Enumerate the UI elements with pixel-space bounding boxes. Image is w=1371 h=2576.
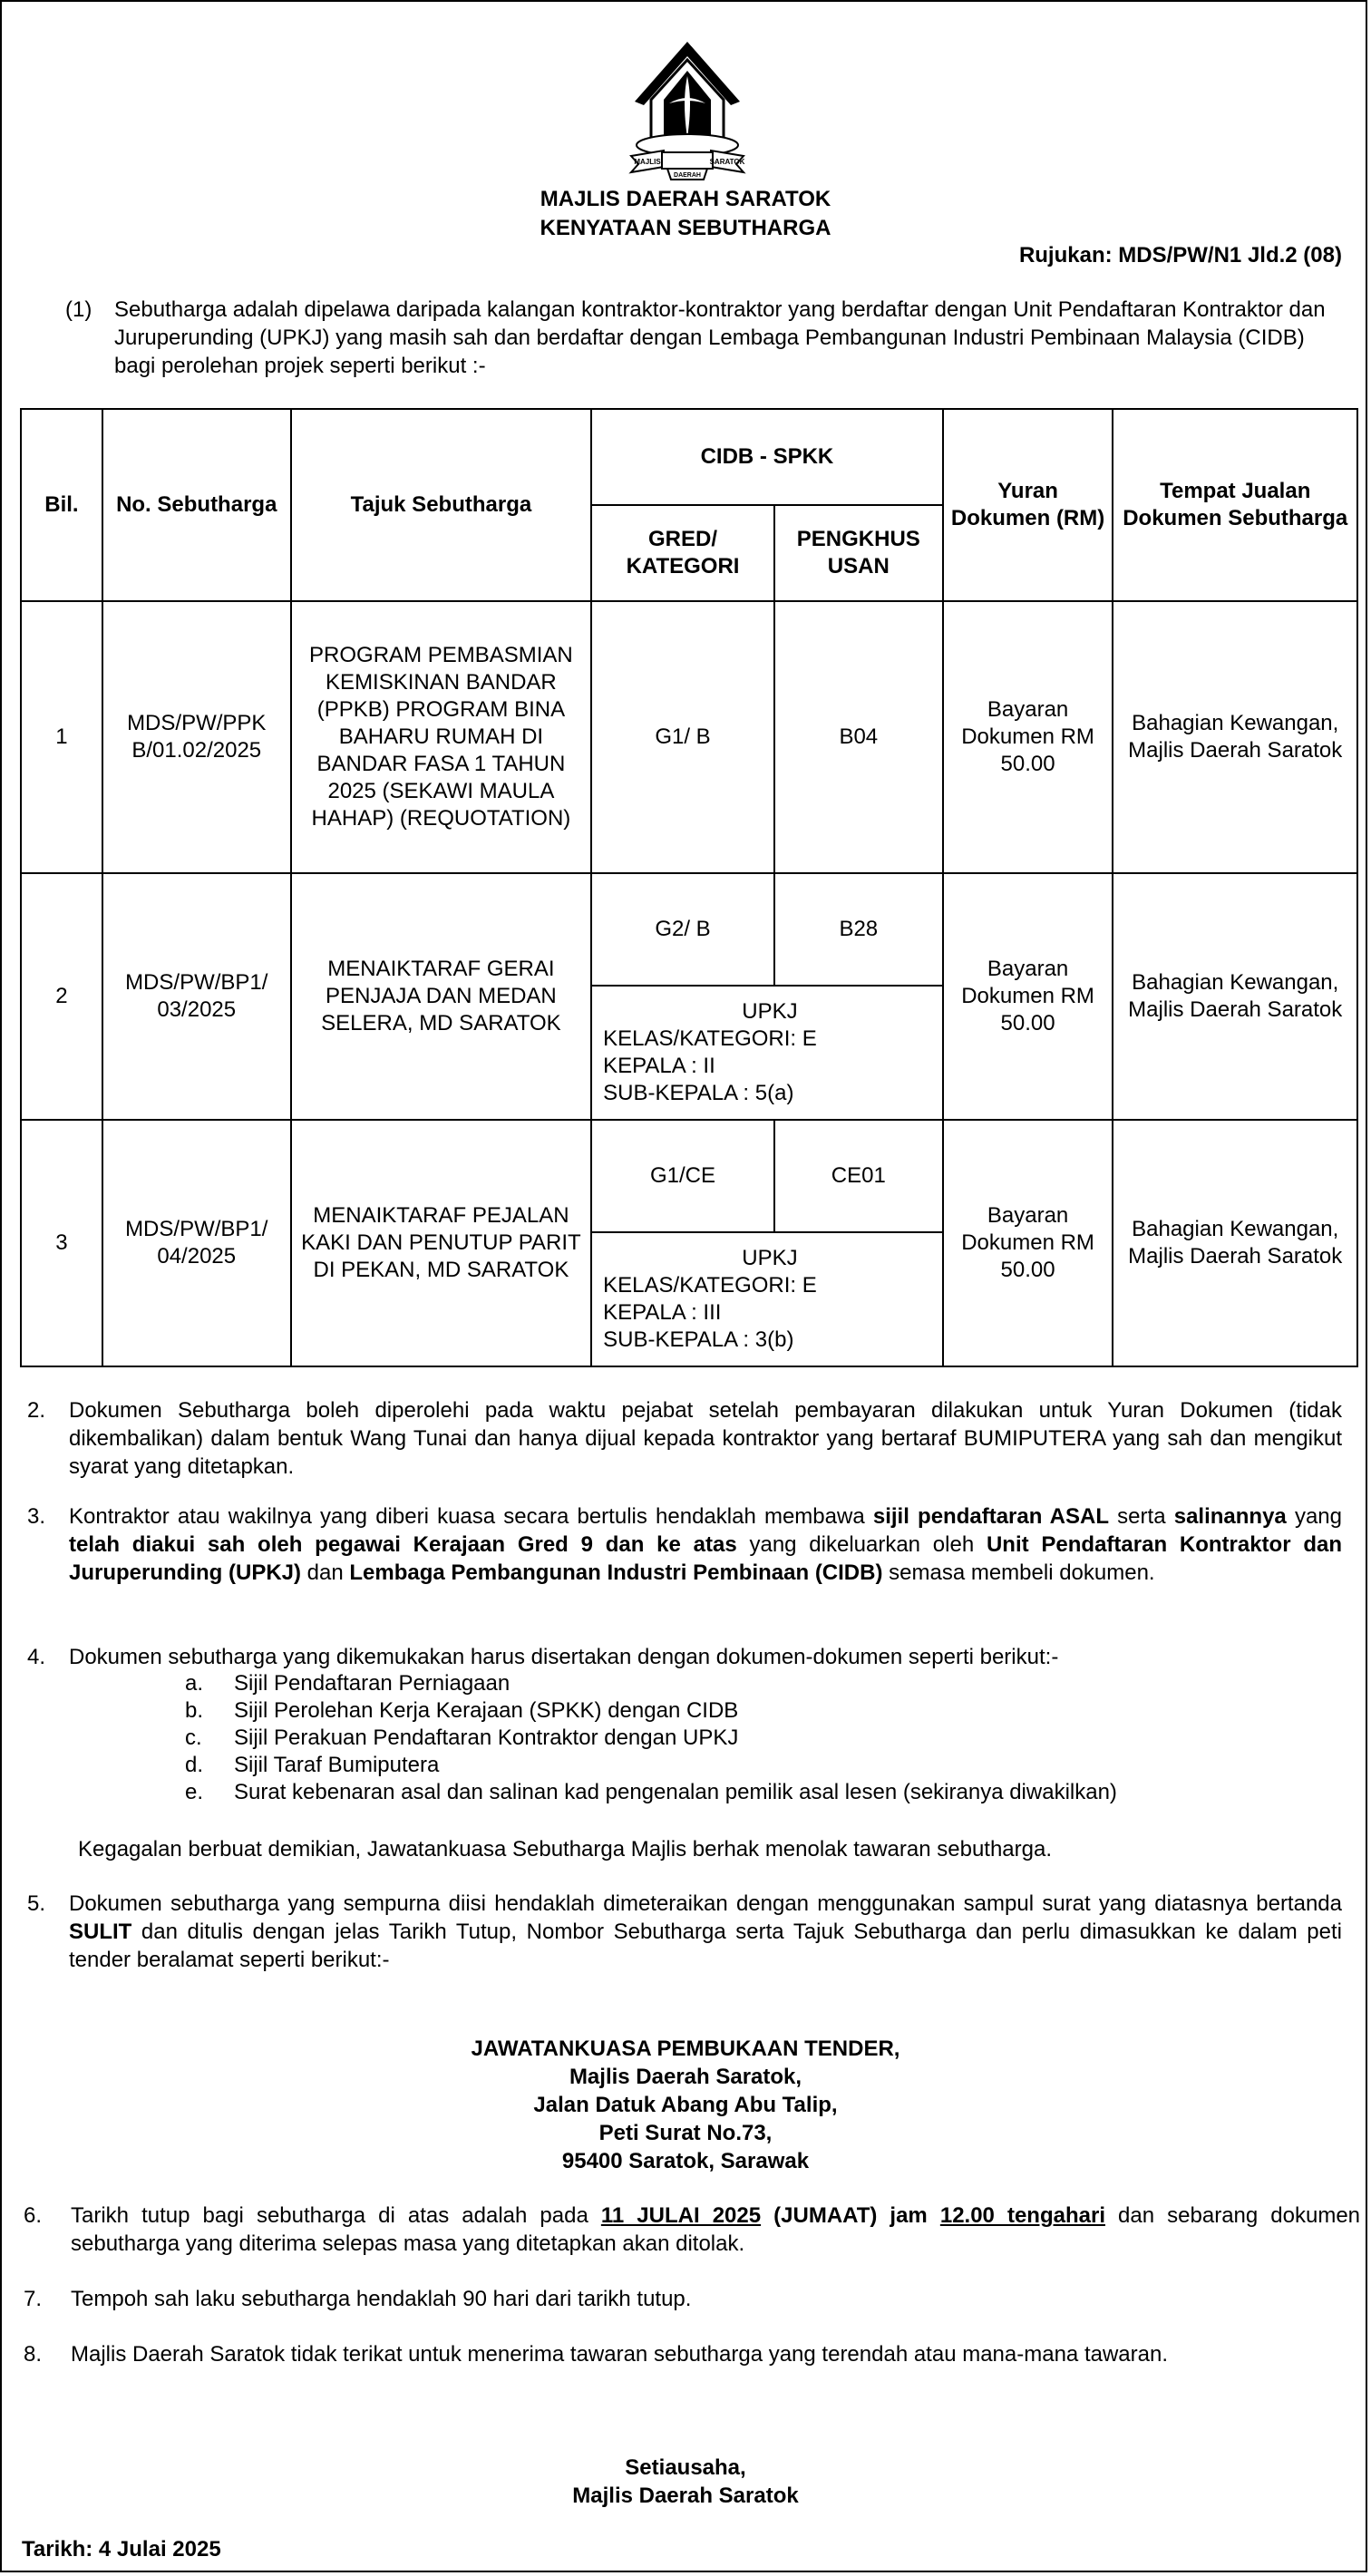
- paragraph-6: [24, 2202, 1360, 2258]
- paragraph-4: [27, 1643, 1342, 1671]
- text-bold: (JUMAAT) jam: [761, 2203, 940, 2228]
- text-segment: serta: [1109, 1504, 1174, 1529]
- address-line: Majlis Daerah Saratok,: [569, 2065, 802, 2089]
- paragraph-text: Tempoh sah laku sebutharga hendaklah 90 hari dari tarikh tutup.: [71, 2287, 692, 2311]
- intro-number: (1): [65, 297, 92, 322]
- cell-tempat: Bahagian Kewangan, Majlis Daerah Saratok: [1113, 1120, 1357, 1366]
- header-yuran: Yuran Dokumen (RM): [943, 409, 1113, 601]
- address-line: Peti Surat No.73,: [598, 2121, 773, 2145]
- table-row: [21, 601, 1357, 873]
- cell-pengkhusus: B28: [774, 873, 943, 986]
- list-letter: a.: [185, 1671, 204, 1696]
- notice-title: KENYATAAN SEBUTHARGA: [540, 216, 831, 240]
- list-text: Surat kebenaran asal dan salinan kad pengenalan pemilik asal lesen (sekiranya diwakilkan): [234, 1780, 1117, 1804]
- text-bold: Unit Pendaftaran Kontraktor dan Juruperunding (UPKJ): [69, 1532, 1342, 1585]
- cell-yuran: Bayaran Dokumen RM 50.00: [943, 601, 1113, 873]
- notice-date: Tarikh: 4 Julai 2025: [22, 2537, 221, 2561]
- paragraph-text: [69, 1890, 1342, 1974]
- list-text: Sijil Taraf Bumiputera: [234, 1753, 440, 1777]
- paragraph-5: [27, 1890, 1342, 1974]
- paragraph-number: 5.: [27, 1891, 46, 1916]
- upkj-kelas: KELAS/KATEGORI: E: [603, 1273, 817, 1298]
- list-letter: d.: [185, 1753, 204, 1777]
- cell-gred: G2/ B: [591, 873, 774, 986]
- list-item: [185, 1725, 738, 1752]
- cell-yuran: Bayaran Dokumen RM 50.00: [943, 1120, 1113, 1366]
- upkj-kelas: KELAS/KATEGORI: E: [603, 1026, 817, 1051]
- paragraph-text: [69, 1502, 1342, 1587]
- address-line: 95400 Saratok, Sarawak: [561, 2149, 810, 2173]
- list-item: [185, 1697, 738, 1725]
- intro-paragraph: [65, 296, 1335, 380]
- text-bold: telah diakui sah oleh pegawai Kerajaan Gred 9 dan ke atas: [69, 1532, 737, 1557]
- table-row: [21, 1120, 1357, 1232]
- paragraph-4-note: Kegagalan berbuat demikian, Jawatankuasa Sebutharga Majlis berhak menolak tawaran sebutharga.: [78, 1837, 1053, 1862]
- logo-text-left: MAJLIS: [634, 158, 661, 166]
- header-bil: Bil.: [21, 409, 102, 601]
- text-segment: yang: [1286, 1504, 1342, 1529]
- upkj-subkepala: SUB-KEPALA : 5(a): [603, 1081, 794, 1105]
- header-pengkhusus: PENGKHUS USAN: [774, 505, 943, 601]
- paragraph-text: Majlis Daerah Saratok tidak terikat untuk menerima tawaran sebutharga yang terendah atau mana-mana tawaran.: [71, 2342, 1168, 2367]
- signature-role: Setiausaha,: [625, 2455, 746, 2480]
- list-letter: e.: [185, 1780, 204, 1804]
- paragraph-number: 3.: [27, 1504, 46, 1529]
- upkj-subkepala: SUB-KEPALA : 3(b): [603, 1327, 794, 1352]
- address-block: [2, 2035, 1369, 2175]
- signature-block: [2, 2454, 1369, 2510]
- quotation-table: [20, 408, 1358, 1367]
- cell-gred: G1/CE: [591, 1120, 774, 1232]
- cell-tempat: Bahagian Kewangan, Majlis Daerah Saratok: [1113, 873, 1357, 1120]
- text-segment: semasa membeli dokumen.: [882, 1560, 1155, 1585]
- cell-tempat: Bahagian Kewangan, Majlis Daerah Saratok: [1113, 601, 1357, 873]
- signature-org: Majlis Daerah Saratok: [572, 2484, 799, 2508]
- cell-yuran: Bayaran Dokumen RM 50.00: [943, 873, 1113, 1120]
- cell-bil: 2: [21, 873, 102, 1120]
- cell-tajuk: MENAIKTARAF PEJALAN KAKI DAN PENUTUP PARIT DI PEKAN, MD SARATOK: [291, 1120, 591, 1366]
- upkj-title: UPKJ: [742, 999, 798, 1024]
- paragraph-8: [24, 2340, 1360, 2368]
- list-text: Sijil Perakuan Pendaftaran Kontraktor dengan UPKJ: [234, 1725, 739, 1750]
- address-line: JAWATANKUASA PEMBUKAAN TENDER,: [471, 2036, 900, 2061]
- reference-number: Rujukan: MDS/PW/N1 Jld.2 (08): [1018, 243, 1342, 267]
- text-segment: Dokumen sebutharga yang sempurna diisi hendaklah dimeteraikan dengan menggunakan sampul surat yang diatasnya bertanda: [69, 1891, 1342, 1916]
- closing-time: 12.00 tengahari: [939, 2203, 1105, 2228]
- paragraph-text: [71, 2202, 1360, 2258]
- list-item: [185, 1670, 510, 1697]
- closing-date: 11 JULAI 2025: [600, 2203, 762, 2228]
- cell-gred: G1/ B: [591, 601, 774, 873]
- cell-bil: 1: [21, 601, 102, 873]
- paragraph-text: Dokumen sebutharga yang dikemukakan harus disertakan dengan dokumen-dokumen seperti berikut:-: [69, 1645, 1059, 1669]
- council-name: MAJLIS DAERAH SARATOK: [540, 187, 831, 211]
- header-cidb: CIDB - SPKK: [591, 409, 943, 505]
- cell-pengkhusus: CE01: [774, 1120, 943, 1232]
- header-gred: GRED/ KATEGORI: [591, 505, 774, 601]
- paragraph-number: 2.: [27, 1398, 46, 1423]
- text-bold: salinannya: [1173, 1504, 1287, 1529]
- cell-no: MDS/PW/PPK B/01.02/2025: [102, 601, 291, 873]
- text-segment: dan: [301, 1560, 350, 1585]
- paragraph-number: 7.: [24, 2287, 43, 2311]
- list-letter: c.: [185, 1725, 202, 1750]
- text-segment: dan sebarang dokumen sebutharga yang diterima selepas masa yang ditetapkan akan ditolak.: [71, 2203, 1361, 2256]
- list-item: [185, 1779, 1117, 1806]
- upkj-kepala: KEPALA : II: [603, 1054, 715, 1078]
- header-no: No. Sebutharga: [102, 409, 291, 601]
- logo-text-right: SARATOK: [709, 158, 745, 166]
- upkj-kepala: KEPALA : III: [603, 1300, 722, 1325]
- list-item: [185, 1752, 439, 1779]
- paragraph-3: [27, 1502, 1342, 1587]
- text-segment: Tarikh tutup bagi sebutharga di atas adalah pada: [71, 2203, 601, 2228]
- list-text: Sijil Perolehan Kerja Kerajaan (SPKK) dengan CIDB: [234, 1698, 739, 1723]
- intro-text: Sebutharga adalah dipelawa daripada kalangan kontraktor-kontraktor yang berdaftar dengan Unit Pendaftaran Kontraktor dan Juruperunding (UPKJ) yang masih sah dan berdaftar dengan Lembaga Pembangunan Industri Pembinaan Malaysia (CIDB) bagi perolehan projek seperti berikut :-: [114, 297, 1326, 378]
- address-line: Jalan Datuk Abang Abu Talip,: [533, 2093, 838, 2117]
- cell-upkj: [591, 986, 943, 1120]
- table-row: [21, 873, 1357, 986]
- text-bold: SULIT: [69, 1920, 132, 1944]
- paragraph-2: [27, 1396, 1342, 1481]
- list-letter: b.: [185, 1698, 204, 1723]
- paragraph-text: Dokumen Sebutharga boleh diperolehi pada waktu pejabat setelah pembayaran dilakukan untuk Yuran Dokumen (tidak dikembalikan) dalam bentuk Wang Tunai dan hanya dijual kepada kontraktor yang bertaraf BUMIPUTERA yang sah dan mengikut syarat yang ditetapkan.: [69, 1398, 1342, 1479]
- text-segment: dan ditulis dengan jelas Tarikh Tutup, Nombor Sebutharga serta Tajuk Sebutharga dan perlu dimasukkan ke dalam peti tender beralamat seperti berikut:-: [69, 1920, 1342, 1972]
- text-segment: Kontraktor atau wakilnya yang diberi kuasa secara bertulis hendaklah membawa: [69, 1504, 873, 1529]
- upkj-title: UPKJ: [742, 1246, 798, 1270]
- text-bold: sijil pendaftaran ASAL: [872, 1504, 1110, 1529]
- cell-bil: 3: [21, 1120, 102, 1366]
- cell-upkj: [591, 1232, 943, 1366]
- logo-text-center: DAERAH: [674, 172, 701, 179]
- paragraph-number: 4.: [27, 1645, 46, 1669]
- header-tajuk: Tajuk Sebutharga: [291, 409, 591, 601]
- list-text: Sijil Pendaftaran Perniagaan: [234, 1671, 510, 1696]
- paragraph-7: [24, 2285, 1360, 2313]
- text-bold: Lembaga Pembangunan Industri Pembinaan (CIDB): [349, 1560, 883, 1585]
- paragraph-number: 6.: [24, 2203, 43, 2228]
- header-tempat: Tempat Jualan Dokumen Sebutharga: [1113, 409, 1357, 601]
- cell-no: MDS/PW/BP1/ 03/2025: [102, 873, 291, 1120]
- text-segment: yang dikeluarkan oleh: [736, 1532, 987, 1557]
- cell-no: MDS/PW/BP1/ 04/2025: [102, 1120, 291, 1366]
- council-crest-logo: [627, 40, 747, 185]
- cell-tajuk: MENAIKTARAF GERAI PENJAJA DAN MEDAN SELERA, MD SARATOK: [291, 873, 591, 1120]
- cell-pengkhusus: B04: [774, 601, 943, 873]
- cell-tajuk: PROGRAM PEMBASMIAN KEMISKINAN BANDAR (PPKB) PROGRAM BINA BAHARU RUMAH DI BANDAR FASA 1 TAHUN 2025 (SEKAWI MAULA HAHAP) (REQUOTATION): [291, 601, 591, 873]
- paragraph-number: 8.: [24, 2342, 43, 2367]
